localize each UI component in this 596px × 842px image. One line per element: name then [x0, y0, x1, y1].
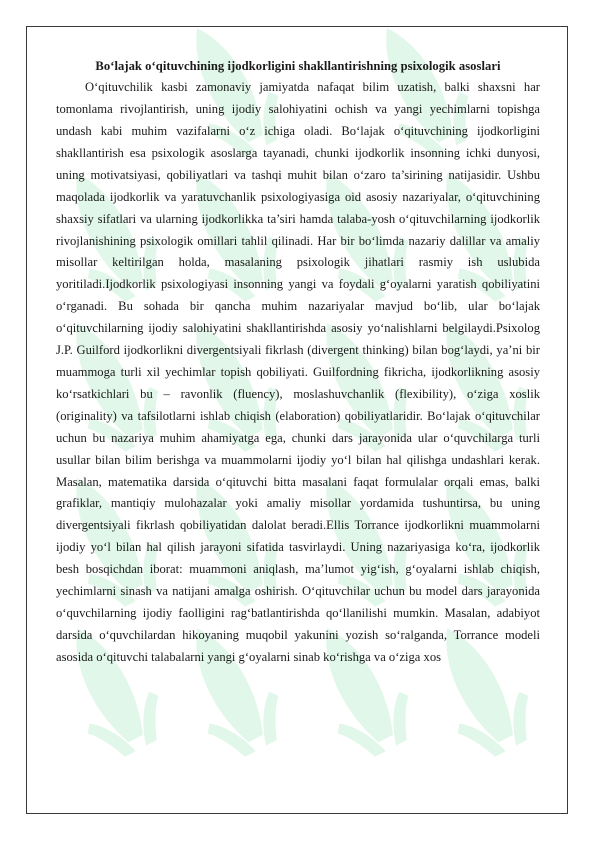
document-body: O‘qituvchilik kasbi zamonaviy jamiyatda nafaqat bilim uzatish, balki shaxsni har tomonlama rivojlantirish, uning ijodiy salohiyatini ochish va yangi yechimlarni topishga undash kabi muhim vazifalarni o‘z ichiga oladi. Bo‘lajak o‘qituvchining ijodkorligini shakllantirish esa psixologik asoslarga tayanadi, chunki ijodkorlik insonning ichki dunyosi, uning motivatsiyasi, qobiliyatlari va tashqi muhit bilan o‘zaro ta’sirining natijasidir. Ushbu maqolada ijodkorlik va yaratuvchanlik psixologiyasiga oid asosiy nazariyalar, o‘qituvchining shaxsiy sifatlari va ularning ijodkorlikka ta’siri hamda talaba-yosh o‘qituvchilarning ijodkorlik rivojlanishining psixologik omillari tahlil qilinadi. Har bir bo‘limda nazariy dalillar va amaliy misollar keltirilgan holda, masalaning psixologik jihatlari rasmiy ish uslubida yoritiladi.Ijodkorlik psixologiyasi insonning yangi va foydali g‘oyalarni yaratish qobiliyatini o‘rganadi. Bu sohada bir qancha muhim nazariyalar mavjud bo‘lib, ular bo‘lajak o‘qituvchilarning ijodiy salohiyatini shakllantirishda asosiy yo‘nalishlarni belgilaydi.Psixolog J.P. Guilford ijodkorlikni divergentsiyali fikrlash (divergent thinking) bilan bog‘laydi, ya’ni bir muammoga turli xil yechimlar topish qobiliyati. Guilfordning fikricha, ijodkorlikning asosiy ko‘rsatkichlari bu – ravonlik (fluency), moslashuvchanlik (flexibility), o‘ziga xoslik (originality) va tafsilotlarni ishlab chiqish (elaboration) qobiliyatlaridir. Bo‘lajak o‘qituvchilar uchun bu nazariya muhim ahamiyatga ega, chunki dars jarayonida ular o‘quvchilarga turli usullar bilan bilim berishga va muammolarni ijodiy yo‘l bilan hal qilishga undashlari kerak. Masalan, matematika darsida o‘qituvchi bitta masalani faqat formulalar orqali emas, balki grafiklar, mantiqiy mulohazalar yoki amaliy misollar yordamida tushuntirsa, bu uning divergentsiyali fikrlash qobiliyatidan dalolat beradi.Ellis Torrance ijodkorlikni muammolarni ijodiy yo‘l bilan hal qilish jarayoni sifatida tasvirlaydi. Uning nazariyasiga ko‘ra, ijodkorlik besh bosqichdan iborat: muammoni aniqlash, ma’lumot yig‘ish, g‘oyalarni ishlab chiqish, yechimlarni sinash va natijani amalga oshirish. O‘qituvchilar uchun bu model dars jarayonida o‘quvchilarning ijodiy faolligini rag‘batlantirishda qo‘llanilishi mumkin. Masalan, adabiyot darsida o‘quvchilardan hikoyaning muqobil yakunini yozish so‘ralganda, Torrance modeli asosida o‘qituvchi talabalarni yangi g‘oyalarni sinab ko‘rishga va o‘ziga xos [56, 80, 540, 664]
document-content [56, 56, 540, 669]
document-title: Bo‘lajak o‘qituvchining ijodkorligini shakllantirishning psixologik asoslari [95, 59, 501, 73]
